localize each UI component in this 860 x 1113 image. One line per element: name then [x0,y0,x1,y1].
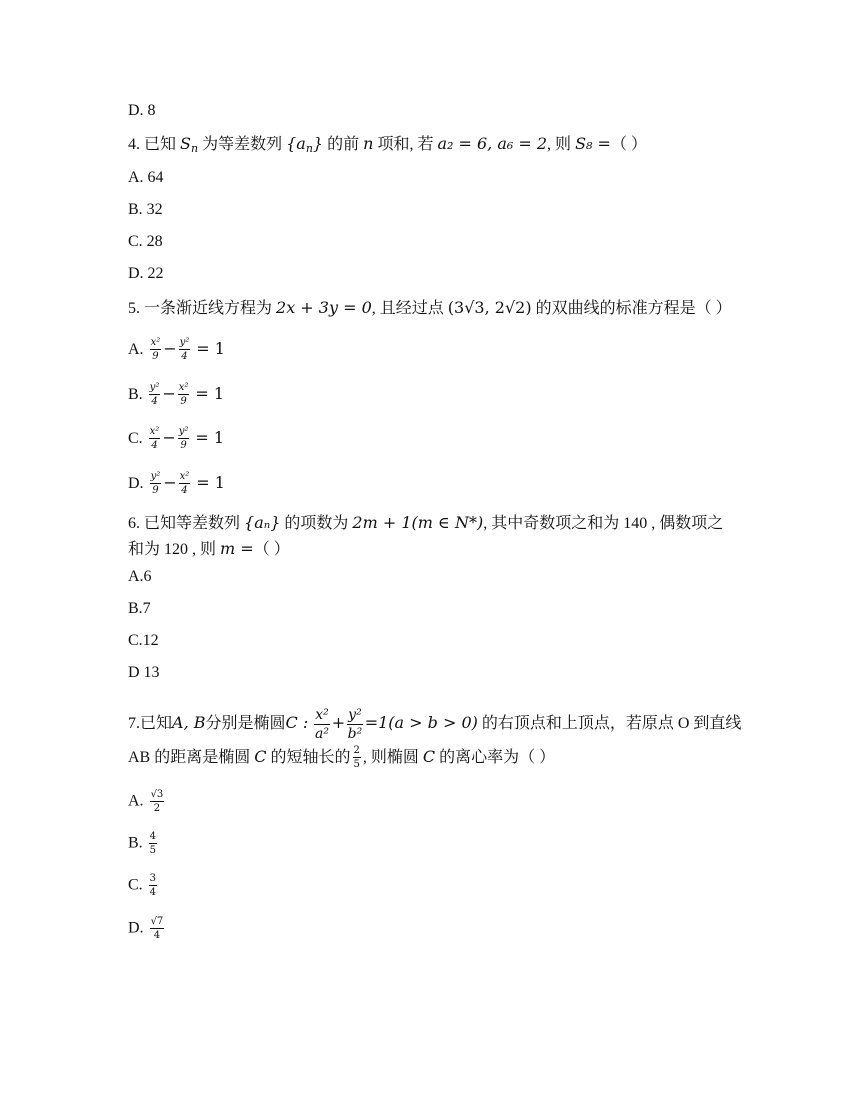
q5-prefix: 5. 一条渐近线方程为 [128,300,273,317]
q4-n: n [363,134,374,153]
q4-mid4: , 则 [547,136,572,153]
q5-option-d: D. $\frac{\text{y²}}{9}$ − $\frac{\text{x²}}{4}$ = 1 [128,471,225,497]
q4-target: S₈ = [575,134,611,153]
q7-option-a: A. $\frac{√3}{2}$ [128,789,164,814]
q4-option-a: A. 64 [128,169,164,186]
question-7-line1: 7.已知A, B分别是椭圆C : $\frac{\text{x²}}{\text{a²}}$ + $\frac{\text{y²}}{\text{b²}}$ =1(a > b > 0) 的右顶点和上顶点，若原点 O 到直线 [128,707,742,742]
q4-seq: $\{a_n\}$ [286,134,324,155]
question-4 [128,133,647,160]
q5-equation: 2x + 3y = 0 [276,298,372,317]
q5-option-a: A. $\frac{\text{x²}}{9}$ − $\frac{\text{y²}}{4}$ = 1 [128,337,225,363]
q5-suffix: 的双曲线的标准方程是（ ） [535,300,732,317]
q3-option-d: D. 8 [128,102,156,119]
question-6-line2: 和为 120 , 则 m =（ ） [128,539,290,558]
q4-mid3: 项和, 若 [377,136,434,153]
q5-point: (3√3, 2√2) [447,298,532,317]
q7-option-d: D. $\frac{√7}{4}$ [128,916,164,941]
q4-sn: $S_n$ [180,134,199,155]
q6-seq: {aₙ} [244,513,281,532]
q5-option-b: B. $\frac{\text{y²}}{4}$ − $\frac{\text{x²}}{9}$ = 1 [128,382,225,408]
q5-mid: , 且经过点 [371,300,444,317]
q6-m: m = [220,539,254,558]
q6-option-a: A.6 [128,568,152,585]
q4-paren: （ ） [610,136,647,153]
q4-condition: a₂ = 6, a₆ = 2 [437,134,548,153]
q7-option-c: C. $\frac{3}{4}$ [128,873,157,898]
q4-option-d: D. 22 [128,265,164,282]
question-7-line2: AB 的距离是椭圆 C 的短轴长的 $\frac{2}{5}$ , 则椭圆 C 的离心率为（ ） [128,745,556,771]
q5-option-c: C. $\frac{\text{x²}}{4}$ − $\frac{\text{y²}}{9}$ = 1 [128,426,225,452]
q4-prefix: 4. 已知 [128,136,177,153]
q6-option-c: C.12 [128,632,159,649]
q4-option-c: C. 28 [128,233,163,250]
q4-option-b: B. 32 [128,201,163,218]
question-6-line1: 6. 已知等差数列 {aₙ} 的项数为 2m + 1(m ∈ N*), 其中奇数项之和为 140 , 偶数项之 [128,513,724,532]
q6-option-b: B.7 [128,600,151,617]
q4-mid2: 的前 [327,136,360,153]
q7-c: C : [285,713,309,733]
q7-option-b: B. $\frac{4}{5}$ [128,831,157,856]
q6-terms: 2m + 1(m ∈ N*) [352,513,484,532]
question-5 [128,297,732,320]
q6-option-d: D 13 [128,664,160,681]
q4-mid1: 为等差数列 [202,136,283,153]
q7-ab: A, B [172,713,206,733]
